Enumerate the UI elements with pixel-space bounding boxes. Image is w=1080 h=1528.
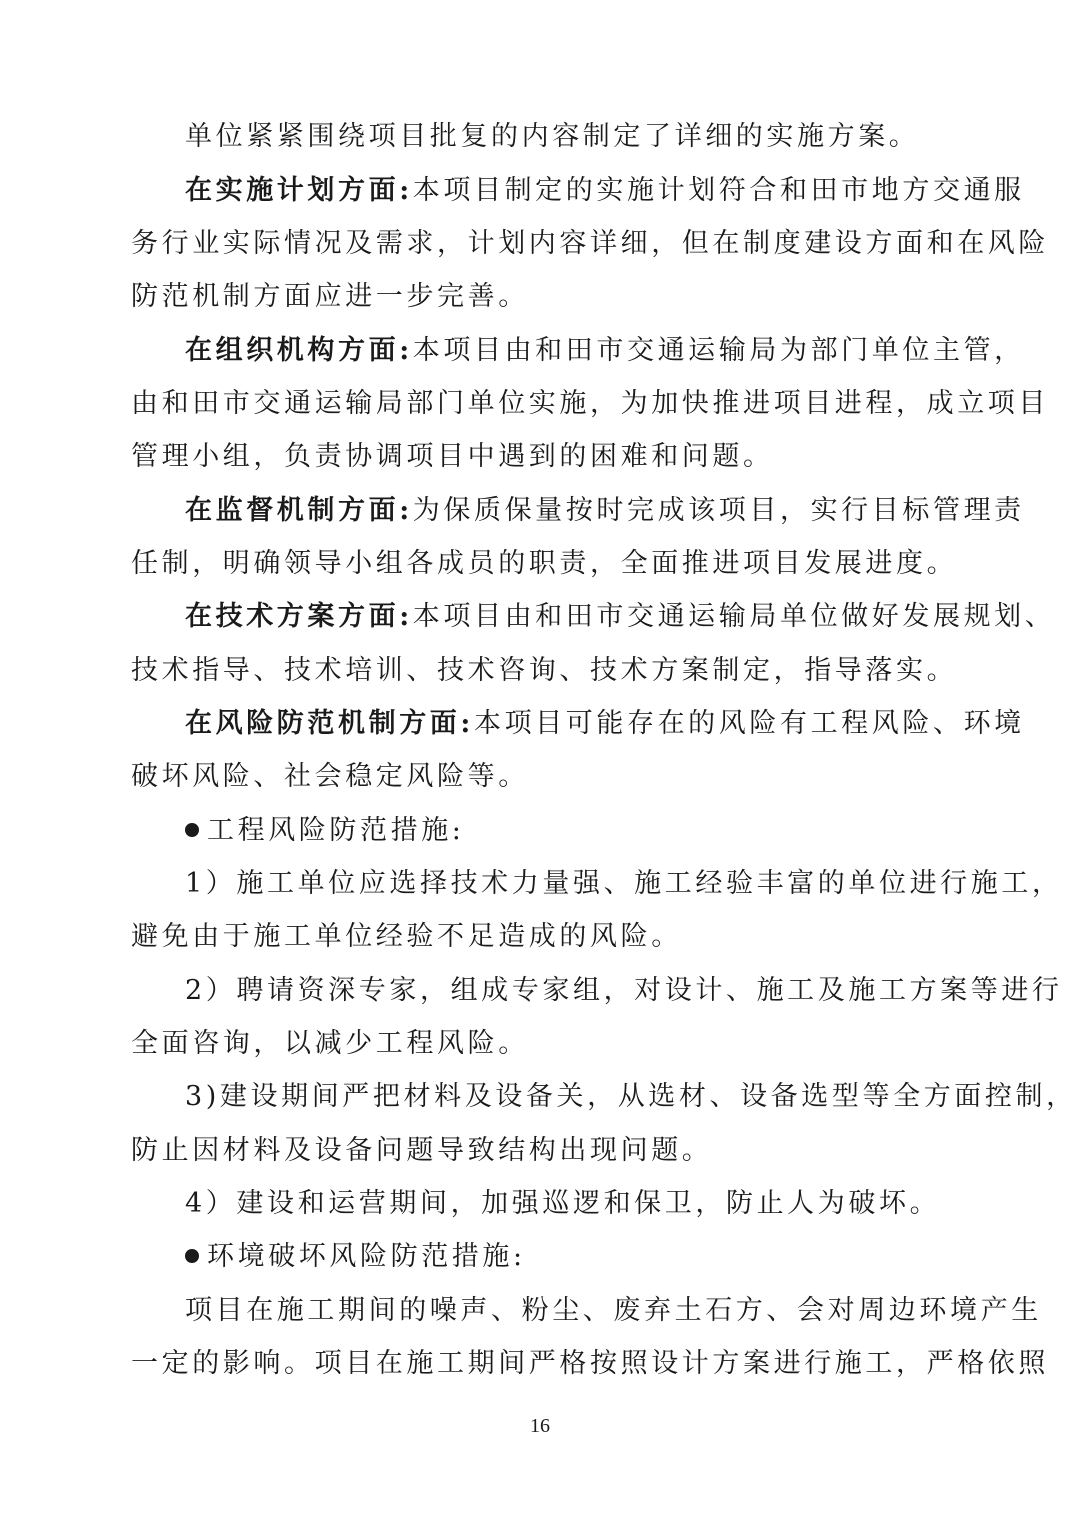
text: 环境破坏风险防范措施: [207, 1241, 526, 1272]
text: 全面咨询，以减少工程风险。 [131, 1028, 529, 1059]
text: 1）施工单位应选择技术力量强、施工经验丰富的单位进行施工， [185, 868, 1063, 899]
text: 避免由于施工单位经验不足造成的风险。 [131, 921, 682, 952]
text: 项目在施工期间的噪声、粉尘、废弃土石方、会对周边环境产生 [185, 1295, 1042, 1326]
text: 防止因材料及设备问题导致结构出现问题。 [131, 1135, 713, 1166]
paragraph-line [131, 759, 951, 795]
text: 由和田市交通运输局部门单位实施，为加快推进项目进程，成立项目 [131, 388, 1049, 419]
paragraph-line [131, 1346, 1049, 1382]
paragraph-line [185, 173, 1025, 209]
paragraph-line [131, 226, 1049, 262]
text: 本项目制定的实施计划符合和田市地方交通服 [412, 175, 1025, 206]
text: 管理小组，负责协调项目中遇到的困难和问题。 [131, 441, 774, 472]
text: 破坏风险、社会稳定风险等。 [131, 761, 529, 792]
text: 本项目由和田市交通运输局单位做好发展规划、 [412, 601, 1056, 632]
section-heading-risk: 在风险防范机制方面: [185, 708, 474, 739]
paragraph-line [185, 973, 1063, 1009]
paragraph-line [131, 386, 1049, 422]
paragraph-line [185, 1293, 1042, 1329]
paragraph-line [131, 1026, 951, 1062]
page-number: 16 [530, 1415, 550, 1437]
paragraph-line [131, 653, 958, 689]
paragraph-line [131, 919, 951, 955]
text: 本项目可能存在的风险有工程风险、环境 [473, 708, 1025, 739]
bullet-icon [185, 823, 199, 837]
text: 工程风险防范措施: [207, 815, 465, 846]
section-heading-implementation-plan: 在实施计划方面: [185, 175, 413, 206]
paragraph-line [185, 333, 1025, 369]
paragraph-line [131, 279, 951, 315]
section-heading-organization: 在组织机构方面: [185, 335, 413, 366]
text: 务行业实际情况及需求，计划内容详细，但在制度建设方面和在风险 [131, 228, 1049, 259]
section-heading-supervision: 在监督机制方面: [185, 495, 413, 526]
text: 单位紧紧围绕项目批复的内容制定了详细的实施方案。 [185, 121, 920, 152]
paragraph-line [185, 1186, 951, 1222]
section-heading-technical: 在技术方案方面: [185, 601, 413, 632]
paragraph-line [185, 119, 951, 155]
paragraph-line [185, 866, 1063, 902]
text: 本项目由和田市交通运输局为部门单位主管， [412, 335, 1025, 366]
paragraph-line [185, 599, 1056, 635]
bullet-icon [185, 1249, 199, 1263]
paragraph-line [185, 1079, 1077, 1115]
paragraph-line [131, 546, 958, 582]
text: 3)建设期间严把材料及设备关，从选材、设备选型等全方面控制， [185, 1081, 1077, 1112]
text: 4）建设和运营期间，加强巡逻和保卫，防止人为破坏。 [185, 1188, 941, 1219]
bullet-item [185, 813, 951, 849]
paragraph-line [185, 493, 1025, 529]
text: 技术指导、技术培训、技术咨询、技术方案制定，指导落实。 [131, 655, 958, 686]
text: 一定的影响。项目在施工期间严格按照设计方案进行施工，严格依照 [131, 1348, 1049, 1379]
paragraph-line [185, 706, 1025, 742]
text: 防范机制方面应进一步完善。 [131, 281, 529, 312]
text: 2）聘请资深专家，组成专家组，对设计、施工及施工方案等进行 [185, 975, 1063, 1006]
bullet-item [185, 1239, 951, 1275]
paragraph-line [131, 1133, 951, 1169]
text: 为保质保量按时完成该项目，实行目标管理责 [412, 495, 1025, 526]
paragraph-line [131, 439, 951, 475]
text: 任制，明确领导小组各成员的职责，全面推进项目发展进度。 [131, 548, 958, 579]
